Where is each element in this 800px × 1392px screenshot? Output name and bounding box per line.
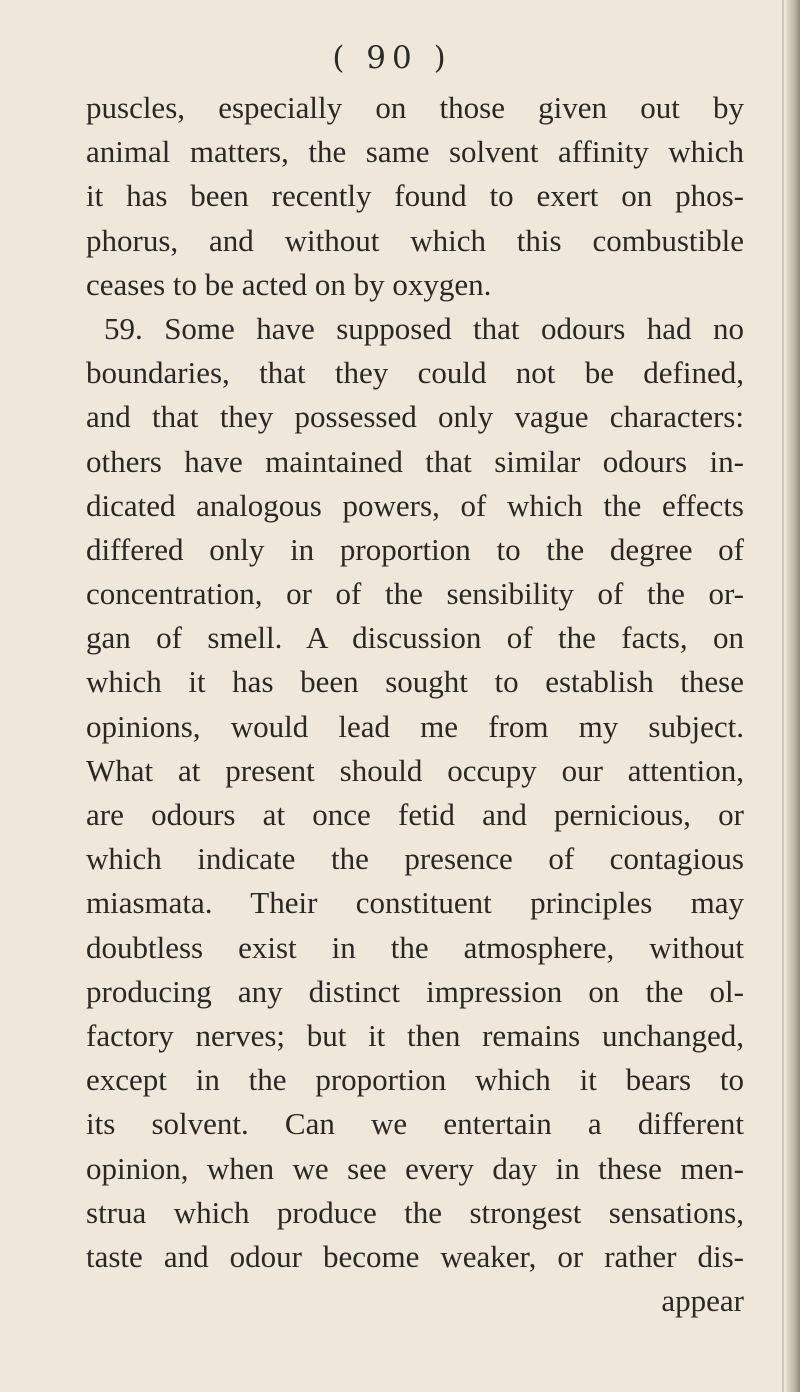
catchword: appear: [661, 1283, 744, 1319]
text-line: are odours at once fetid and pernicious, or: [86, 797, 744, 832]
text-line: opinions, would lead me from my subject.: [86, 708, 744, 744]
text-line: producing any distinct impression on the ol-: [86, 973, 744, 1009]
text-line: factory nerves; but it then remains unchanged,: [86, 1017, 744, 1053]
text-line: except in the proportion which it bears to: [86, 1062, 744, 1098]
text-line: others have maintained that similar odours in-: [86, 443, 744, 479]
text-line: dicated analogous powers, of which the effects: [86, 487, 744, 523]
text-line: differed only in proportion to the degree of: [86, 531, 744, 567]
text-line: animal matters, the same solvent affinity which: [86, 134, 744, 170]
text-line: concentration, or of the sensibility of the or-: [86, 576, 744, 612]
text-line: gan of smell. A discussion of the facts, on: [86, 620, 744, 656]
text-line: What at present should occupy our attention,: [86, 752, 744, 788]
text-line: opinion, when we see every day in these men-: [86, 1150, 744, 1186]
body-text: [86, 86, 744, 1323]
text-line: and that they possessed only vague characters:: [86, 399, 744, 435]
text-line: miasmata. Their constituent principles may: [86, 885, 744, 921]
text-line: ceases to be acted on by oxygen.: [86, 266, 492, 302]
page-number: ( 90 ): [332, 40, 452, 76]
page-edge-shadow: [786, 0, 800, 1392]
text-line: which indicate the presence of contagious: [86, 841, 744, 877]
text-line: phorus, and without which this combustible: [86, 222, 744, 258]
text-line: doubtless exist in the atmosphere, without: [86, 929, 744, 965]
text-line: it has been recently found to exert on phos-: [86, 178, 744, 214]
paragraph-start-line: 59. Some have supposed that odours had no: [104, 310, 744, 346]
text-line: puscles, especially on those given out by: [86, 90, 744, 125]
text-line: boundaries, that they could not be defined,: [86, 355, 744, 391]
text-line: taste and odour become weaker, or rather dis-: [86, 1238, 744, 1274]
text-line: strua which produce the strongest sensations,: [86, 1194, 744, 1230]
text-line: its solvent. Can we entertain a different: [86, 1106, 744, 1142]
text-line: which it has been sought to establish these: [86, 664, 744, 700]
page-edge-line: [782, 0, 784, 1392]
